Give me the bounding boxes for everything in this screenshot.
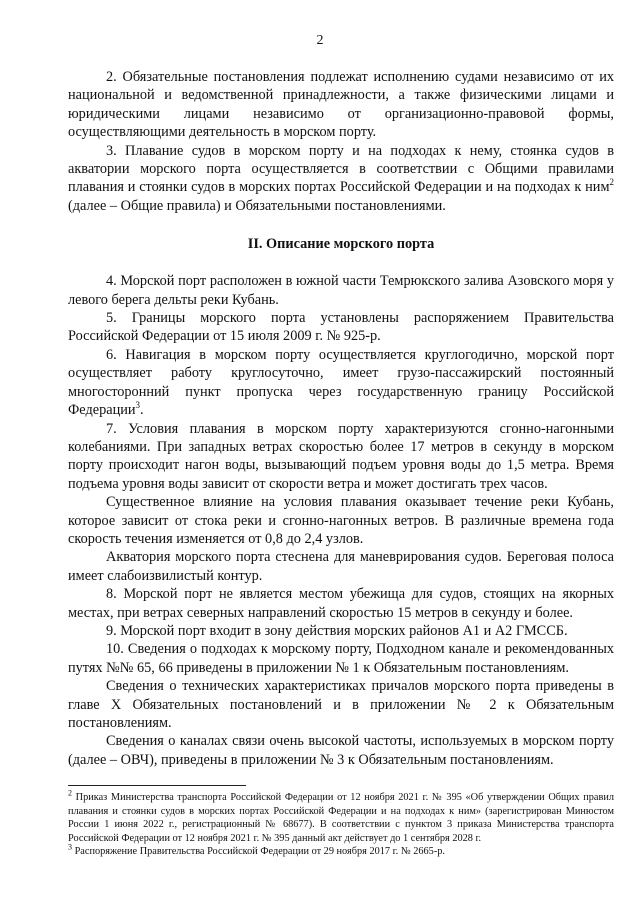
document-body — [68, 68, 614, 769]
paragraph: 10. Сведения о подходах к морскому порту, Подходном канале и рекомендованных путях №№ 65, 66 приведены в приложении № 1 к Обязательным постановлениям. — [68, 641, 614, 676]
footnote-mark: 3 — [68, 842, 72, 852]
footnote-text: Приказ Министерства транспорта Российской Федерации от 12 ноября 2021 г. № 395 «Об утверждении Общих правил плавания и стоянки судов в морских портах Российской Федерации и на подходах к ним» (зарегистрирован Минюстом России 1 июня 2022 г., регистрационный № 68677). В соответствии с пунктом 3 приказа Министерства транспорта Российской Федерации от 12 ноября 2021 г. № 395 данный акт действует до 1 сентября 2028 г. — [68, 792, 614, 844]
paragraph-text: 6. Навигация в морском порту осуществляется круглогодично, морской порт осуществляет работу круглосуточно, имеет грузо-пассажирский постоянный многосторонний пункт пропуска через государственную границу Российской Федерации — [68, 346, 614, 419]
paragraph: Существенное влияние на условия плавания оказывает течение реки Кубань, которое зависит от стока реки и сгонно-нагонных ветров. В различные времена года скорость течения изменяется от 0,8 до 2,4 узлов. — [68, 494, 614, 547]
paragraph — [68, 142, 614, 216]
paragraph: Акватория морского порта стеснена для маневрирования судов. Береговая полоса имеет слабоизвилистый контур. — [68, 549, 614, 584]
footnote-text: Распоряжение Правительства Российской Федерации от 29 ноября 2017 г. № 2665-р. — [72, 846, 445, 858]
paragraph: 8. Морской порт не является местом убежища для судов, стоящих на якорных местах, при ветрах северных направлений скоростью 15 метров в секунду и более. — [68, 586, 614, 621]
paragraph: Сведения о технических характеристиках причалов морского порта приведены в главе X Обязательных постановлений и в приложении № 2 к Обязательным постановлениям. — [68, 678, 614, 731]
footnote — [68, 842, 614, 859]
footnote-mark: 2 — [68, 788, 72, 798]
section-heading: II. Описание морского порта — [247, 236, 435, 253]
footnote — [68, 788, 614, 845]
footnote-ref: 3 — [135, 400, 141, 411]
paragraph: 7. Условия плавания в морском порту характеризуются сгонно-нагонными колебаниями. При западных ветрах скоростью более 17 метров в секунду в морском порту происходит нагон воды, вызывающий подъем уровня воды до 1,5 метра. Время подъема уровня воды зависит от скорости ветра и может достигать трех часов. — [68, 420, 614, 492]
footnotes — [68, 788, 614, 859]
paragraph: 9. Морской порт входит в зону действия морских районов А1 и А2 ГМССБ. — [106, 622, 568, 639]
paragraph-text: (далее – Общие правила) и Обязательными постановлениями. — [68, 197, 446, 214]
footnote-divider — [68, 785, 246, 786]
paragraph: Сведения о каналах связи очень высокой частоты, используемых в морском порту (далее – ОВЧ), приведены в приложении № 3 к Обязательным постановлениям. — [68, 733, 614, 768]
footnote-ref: 2 — [609, 177, 614, 188]
paragraph: 2. Обязательные постановления подлежат исполнению судами независимо от их национальной и ведомственной принадлежности, а также физическими лицами и юридическими лицами независимо от организационно-правовой формы, осуществляющими деятельность в морском порту. — [68, 69, 614, 141]
paragraph: 4. Морской порт расположен в южной части Темрюкского залива Азовского моря у левого берега дельты реки Кубань. — [68, 273, 614, 308]
paragraph-text: 3. Плавание судов в морском порту и на подходах к нему, стоянка судов в акватории морского порта осуществляется в соответствии с Общими правилами плавания и стоянки судов в морских портах Российской Федерации и на подходах к ним — [68, 142, 614, 196]
paragraph: 5. Границы морского порта установлены распоряжением Правительства Российской Федерации от 15 июля 2009 г. № 925-р. — [68, 310, 614, 345]
page-number: 2 — [316, 33, 324, 48]
paragraph-text: . — [140, 402, 144, 419]
paragraph — [68, 346, 614, 420]
